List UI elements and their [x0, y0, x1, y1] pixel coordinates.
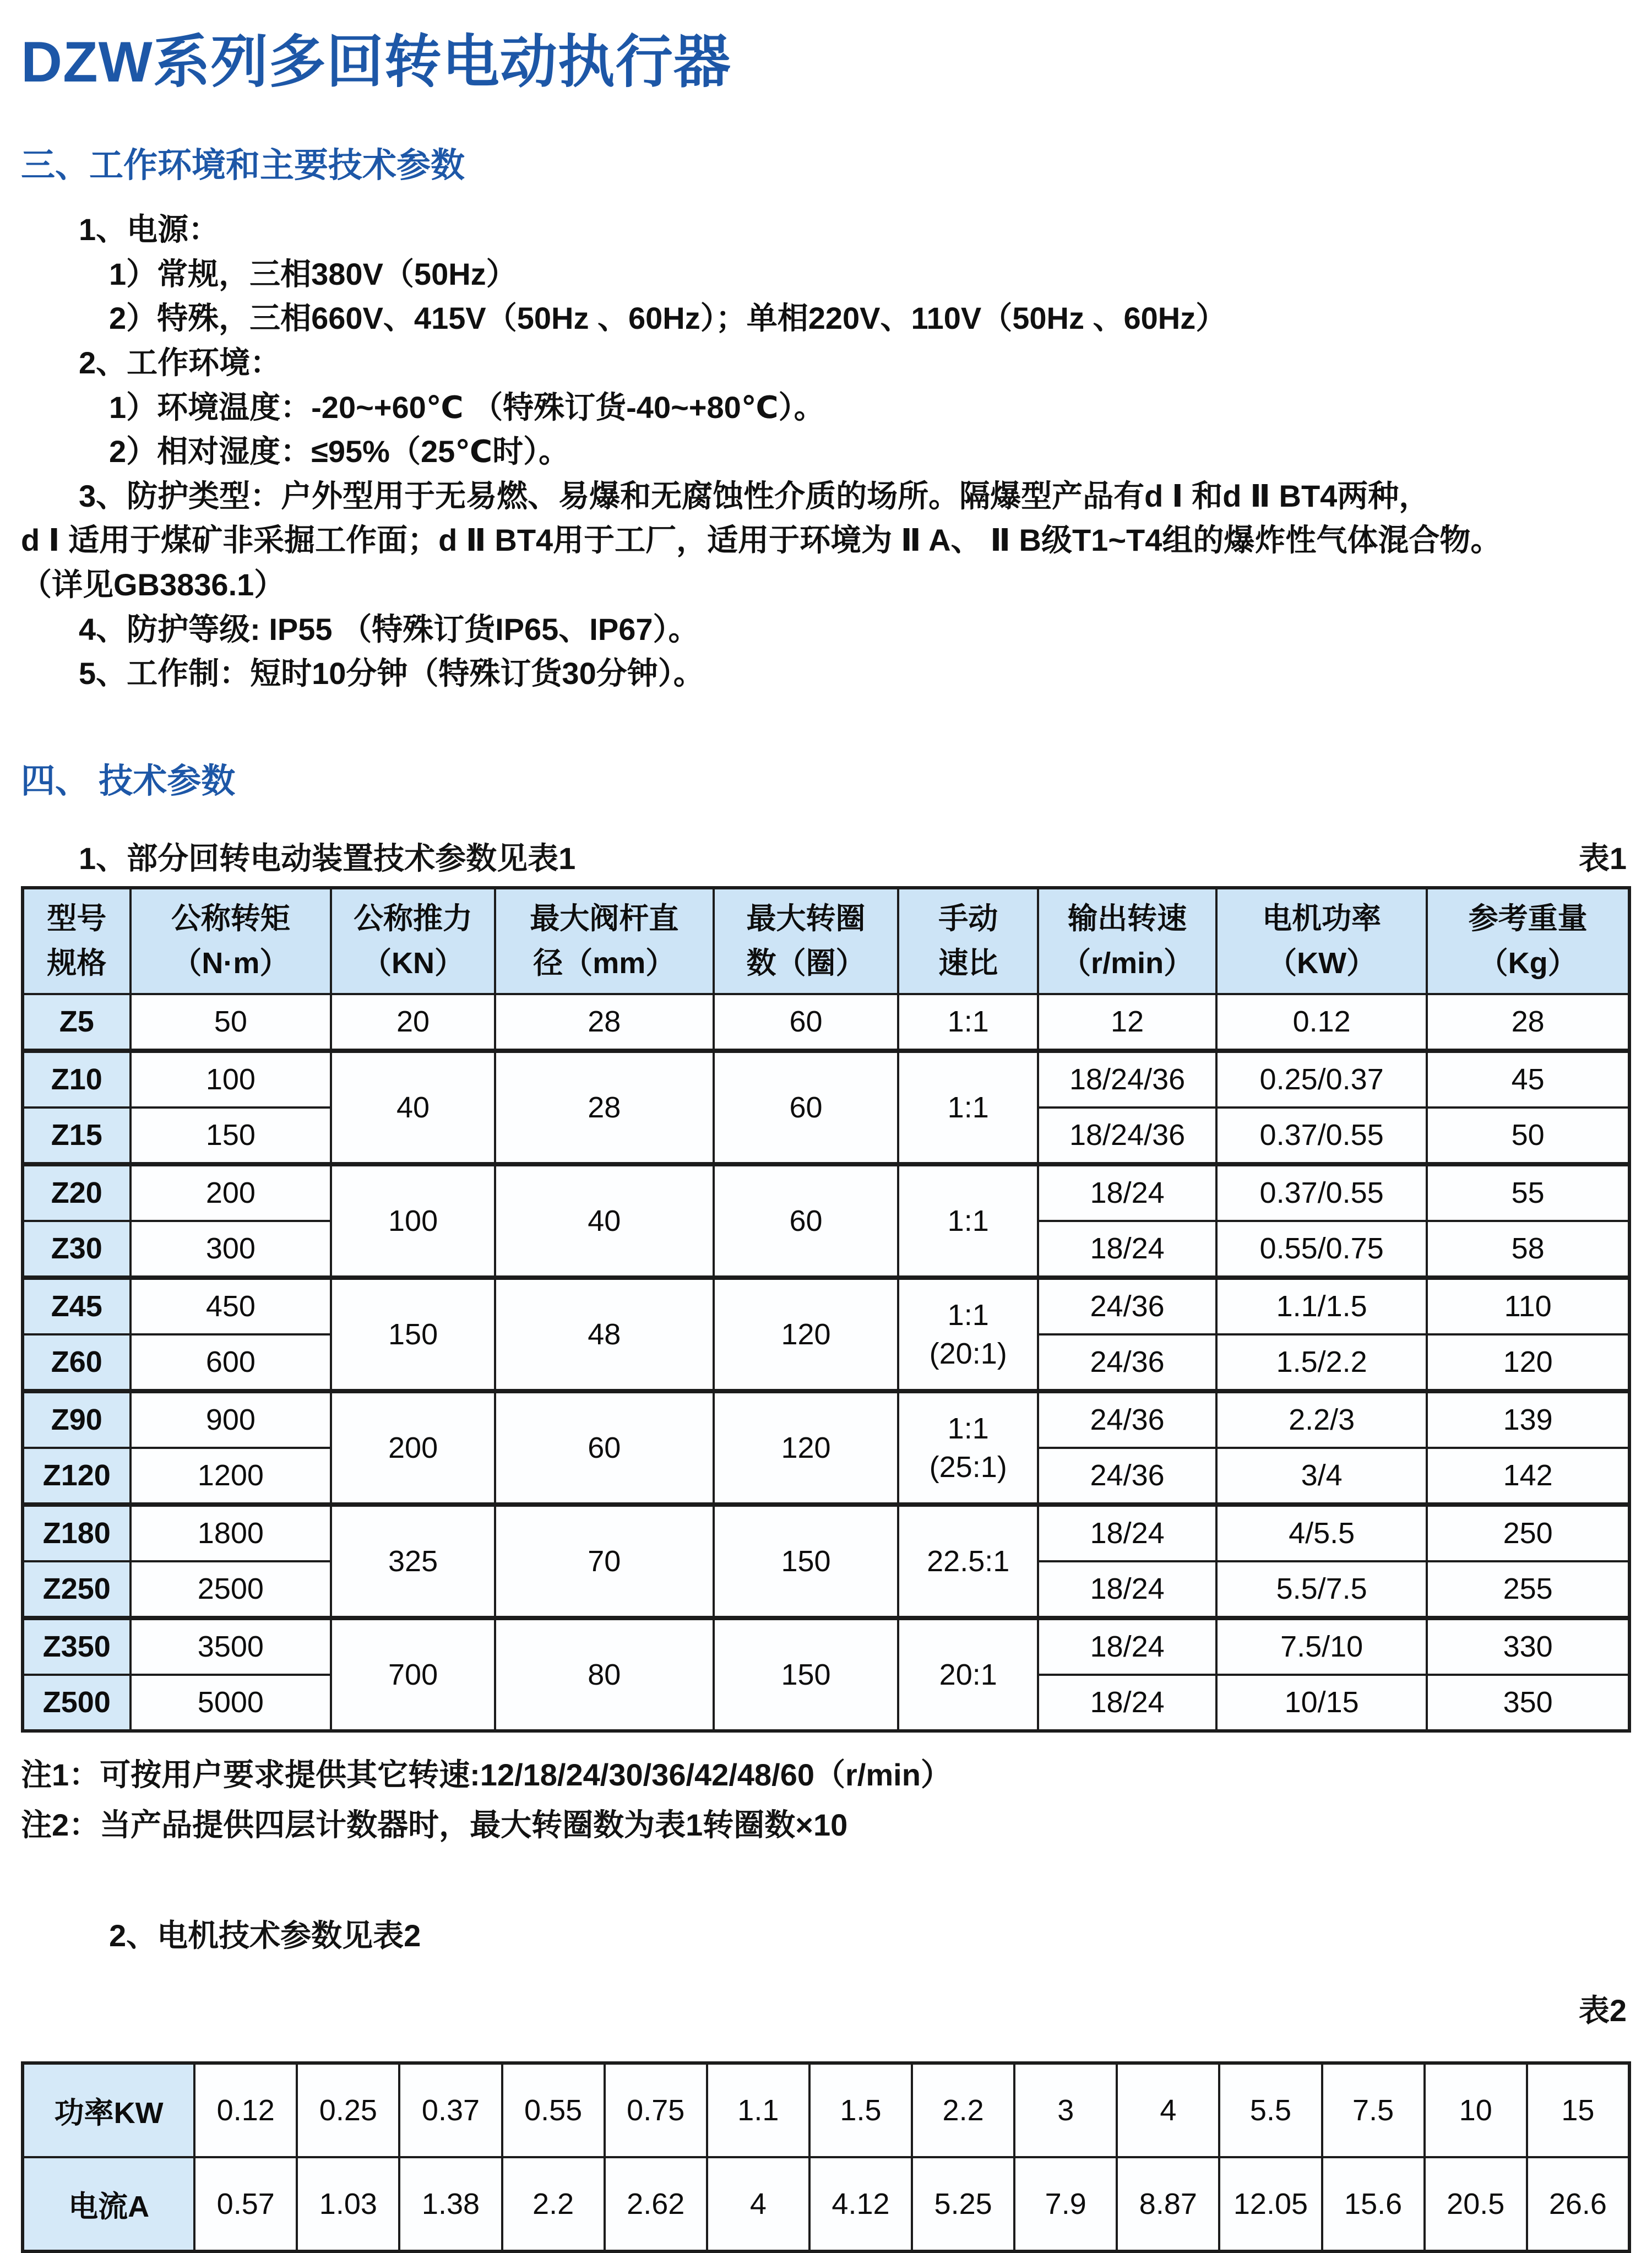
table1-data-cell: 24/36 — [1038, 1334, 1216, 1391]
table2-data-cell: 1.03 — [297, 2157, 399, 2251]
table1-data-cell: 5.5/7.5 — [1216, 1561, 1427, 1618]
text-line: （详见GB3836.1） — [21, 567, 285, 602]
table1-caption-row — [21, 834, 1631, 878]
table1-model-cell: Z15 — [23, 1108, 131, 1164]
table1-data-cell: 50 — [131, 994, 332, 1051]
table2-data-cell: 5.5 — [1219, 2063, 1322, 2157]
table2-data-cell: 0.75 — [605, 2063, 707, 2157]
text-line: d Ⅰ 适用于煤矿非采掘工作面；d Ⅱ BT4用于工厂，适用于环境为 Ⅱ A、 Ⅱ B级T1~T4组的爆炸性气体混合物。 — [21, 523, 1502, 558]
table1-data-cell: 28 — [495, 994, 714, 1051]
table1-model-cell: Z10 — [23, 1051, 131, 1108]
table1-data-cell: 24/36 — [1038, 1391, 1216, 1448]
table1-data-cell: 18/24 — [1038, 1164, 1216, 1221]
table1-data-cell: 22.5:1 — [898, 1505, 1038, 1618]
table2-data-cell: 26.6 — [1527, 2157, 1629, 2251]
table1-data-cell: 0.12 — [1216, 994, 1427, 1051]
table1-data-cell: 28 — [1427, 994, 1629, 1051]
table1-notes — [21, 1750, 1631, 1850]
table1-row — [23, 1505, 1629, 1561]
table1-body — [23, 994, 1629, 1731]
table1-label: 表1 — [1578, 840, 1627, 876]
table1-data-cell: 450 — [131, 1278, 332, 1334]
table1-model-cell: Z350 — [23, 1618, 131, 1675]
table2-data-cell: 10 — [1425, 2063, 1527, 2157]
table1-row — [23, 1164, 1629, 1221]
table2-data-cell: 4 — [707, 2157, 809, 2251]
table1-data-cell: 1200 — [131, 1448, 332, 1505]
table1-data-cell: 48 — [495, 1278, 714, 1391]
table1-data-cell: 1.5/2.2 — [1216, 1334, 1427, 1391]
table2-data-cell: 8.87 — [1117, 2157, 1219, 2251]
table1-data-cell: 55 — [1427, 1164, 1629, 1221]
text-line: 5、工作制：短时10分钟（特殊订货30分钟）。 — [79, 656, 704, 691]
table1-row — [23, 1391, 1629, 1448]
table1-data-cell: 139 — [1427, 1391, 1629, 1448]
text-line: 4、防护等级: IP55 （特殊订货IP65、IP67）。 — [79, 611, 699, 647]
table1-data-cell: 900 — [131, 1391, 332, 1448]
table1-data-cell: 1:1 — [898, 1051, 1038, 1164]
table1-data-cell: 50 — [1427, 1108, 1629, 1164]
table1-data-cell: 1:1 (25:1) — [898, 1391, 1038, 1505]
table1-data-cell: 40 — [495, 1164, 714, 1278]
page-title: DZW系列多回转电动执行器 — [21, 30, 731, 94]
table1-data-cell: 200 — [131, 1164, 332, 1221]
table1-data-cell: 0.37/0.55 — [1216, 1108, 1427, 1164]
table1-data-cell: 18/24 — [1038, 1561, 1216, 1618]
table1-data-cell: 100 — [131, 1051, 332, 1108]
table1-header-cell: 参考重量 （Kg） — [1427, 888, 1629, 994]
table1-data-cell: 110 — [1427, 1278, 1629, 1334]
section4-heading: 四、 技术参数 — [21, 762, 236, 800]
table1-model-cell: Z90 — [23, 1391, 131, 1448]
table2-data-cell: 0.25 — [297, 2063, 399, 2157]
text-line: 1）常规，三相380V（50Hz） — [109, 256, 517, 291]
text-line: 1、电源： — [79, 212, 220, 247]
table1-data-cell: 100 — [331, 1164, 495, 1278]
table2-body — [23, 2063, 1629, 2251]
table2-row — [23, 2157, 1629, 2251]
table2-data-cell: 2.2 — [502, 2157, 605, 2251]
table1-data-cell: 18/24/36 — [1038, 1108, 1216, 1164]
table1-model-cell: Z45 — [23, 1278, 131, 1334]
table1-data-cell: 1:1 — [898, 994, 1038, 1051]
table1-header-cell: 公称推力 （KN） — [331, 888, 495, 994]
table1-data-cell: 60 — [714, 994, 899, 1051]
table1-data-cell: 2500 — [131, 1561, 332, 1618]
table1-data-cell: 7.5/10 — [1216, 1618, 1427, 1675]
table1-model-cell: Z120 — [23, 1448, 131, 1505]
table1-data-cell: 1:1 — [898, 1164, 1038, 1278]
table1-data-cell: 18/24 — [1038, 1675, 1216, 1731]
table1-data-cell: 150 — [714, 1618, 899, 1731]
table2 — [21, 2061, 1631, 2253]
section3-heading: 三、工作环境和主要技术参数 — [21, 146, 465, 184]
table2-data-cell: 12.05 — [1219, 2157, 1322, 2251]
table1-data-cell: 58 — [1427, 1221, 1629, 1278]
table2-row — [23, 2063, 1629, 2157]
table1-caption: 1、部分回转电动装置技术参数见表1 — [79, 840, 576, 876]
table1-data-cell: 330 — [1427, 1618, 1629, 1675]
table1-header-row — [23, 888, 1629, 994]
table1-data-cell: 28 — [495, 1051, 714, 1164]
table1-data-cell: 4/5.5 — [1216, 1505, 1427, 1561]
table1-data-cell: 200 — [331, 1391, 495, 1505]
table1-data-cell: 2.2/3 — [1216, 1391, 1427, 1448]
section3-body — [21, 208, 1631, 696]
table2-data-cell: 1.1 — [707, 2063, 809, 2157]
table1-data-cell: 120 — [1427, 1334, 1629, 1391]
text-line: 2）特殊，三相660V、415V（50Hz 、60Hz）；单相220V、110V（50Hz 、60Hz） — [109, 301, 1227, 336]
table1-header-cell: 手动 速比 — [898, 888, 1038, 994]
table1-model-cell: Z500 — [23, 1675, 131, 1731]
table1-model-cell: Z30 — [23, 1221, 131, 1278]
table2-data-cell: 0.12 — [194, 2063, 297, 2157]
table1-data-cell: 24/36 — [1038, 1448, 1216, 1505]
table1-data-cell: 300 — [131, 1221, 332, 1278]
table1-data-cell: 142 — [1427, 1448, 1629, 1505]
table2-data-cell: 15.6 — [1322, 2157, 1425, 2251]
table1-data-cell: 20 — [331, 994, 495, 1051]
note-line: 注2：当产品提供四层计数器时，最大转圈数为表1转圈数×10 — [21, 1807, 848, 1842]
table2-data-cell: 1.5 — [809, 2063, 912, 2157]
text-line: 1）环境温度：-20~+60℃ （特殊订货-40~+80℃）。 — [109, 389, 825, 425]
table1-data-cell: 150 — [331, 1278, 495, 1391]
table1-data-cell: 250 — [1427, 1505, 1629, 1561]
table1-data-cell: 350 — [1427, 1675, 1629, 1731]
table1-row — [23, 994, 1629, 1051]
table1-model-cell: Z60 — [23, 1334, 131, 1391]
table1 — [21, 886, 1631, 1733]
table1-header-cell: 输出转速 （r/min） — [1038, 888, 1216, 994]
table2-data-cell: 1.38 — [399, 2157, 502, 2251]
table2-data-cell: 7.9 — [1014, 2157, 1117, 2251]
table1-data-cell: 1:1 (20:1) — [898, 1278, 1038, 1391]
table2-data-cell: 15 — [1527, 2063, 1629, 2157]
table1-data-cell: 12 — [1038, 994, 1216, 1051]
table1-data-cell: 18/24 — [1038, 1221, 1216, 1278]
text-line: 2、工作环境： — [79, 345, 281, 380]
table1-row — [23, 1051, 1629, 1108]
table1-model-cell: Z5 — [23, 994, 131, 1051]
table1-data-cell: 20:1 — [898, 1618, 1038, 1731]
table1-data-cell: 24/36 — [1038, 1278, 1216, 1334]
table1-header-cell: 电机功率 （KW） — [1216, 888, 1427, 994]
table1-data-cell: 60 — [495, 1391, 714, 1505]
table1-header-cell: 最大阀杆直 径（mm） — [495, 888, 714, 994]
table2-data-cell: 0.37 — [399, 2063, 502, 2157]
table1-model-cell: Z180 — [23, 1505, 131, 1561]
text-line: 3、防护类型：户外型用于无易燃、易爆和无腐蚀性介质的场所。隔爆型产品有d Ⅰ 和d Ⅱ BT4两种， — [79, 478, 1430, 513]
table1-data-cell: 3/4 — [1216, 1448, 1427, 1505]
table1-data-cell: 18/24 — [1038, 1618, 1216, 1675]
table1-data-cell: 40 — [331, 1051, 495, 1164]
table2-data-cell: 0.57 — [194, 2157, 297, 2251]
table1-data-cell: 60 — [714, 1164, 899, 1278]
table1-data-cell: 5000 — [131, 1675, 332, 1731]
table1-header-cell: 型号 规格 — [23, 888, 131, 994]
table1-data-cell: 80 — [495, 1618, 714, 1731]
table1-data-cell: 600 — [131, 1334, 332, 1391]
table1-header-cell: 最大转圈 数（圈） — [714, 888, 899, 994]
table2-data-cell: 20.5 — [1425, 2157, 1527, 2251]
table1-data-cell: 120 — [714, 1278, 899, 1391]
table1-data-cell: 150 — [131, 1108, 332, 1164]
text-line: 2）相对湿度：≤95%（25℃时）。 — [109, 434, 570, 469]
table2-data-cell: 2.2 — [912, 2063, 1014, 2157]
table1-data-cell: 3500 — [131, 1618, 332, 1675]
table1-data-cell: 0.55/0.75 — [1216, 1221, 1427, 1278]
table1-data-cell: 1800 — [131, 1505, 332, 1561]
note-line: 注1：可按用户要求提供其它转速:12/18/24/30/36/42/48/60（r/min） — [21, 1757, 952, 1792]
table2-data-cell: 3 — [1014, 2063, 1117, 2157]
table2-data-cell: 4.12 — [809, 2157, 912, 2251]
table2-data-cell: 4 — [1117, 2063, 1219, 2157]
table2-caption: 2、电机技术参数见表2 — [109, 1918, 421, 1953]
table2-data-cell: 2.62 — [605, 2157, 707, 2251]
table2-data-cell: 7.5 — [1322, 2063, 1425, 2157]
table1-data-cell: 0.37/0.55 — [1216, 1164, 1427, 1221]
table1-data-cell: 60 — [714, 1051, 899, 1164]
table1-data-cell: 45 — [1427, 1051, 1629, 1108]
table2-row-header: 功率KW — [23, 2063, 194, 2157]
table2-data-cell: 0.55 — [502, 2063, 605, 2157]
table1-header-cell: 公称转矩 （N·m） — [131, 888, 332, 994]
table1-data-cell: 700 — [331, 1618, 495, 1731]
table1-data-cell: 150 — [714, 1505, 899, 1618]
table1-data-cell: 255 — [1427, 1561, 1629, 1618]
table1-data-cell: 70 — [495, 1505, 714, 1618]
table1-model-cell: Z250 — [23, 1561, 131, 1618]
table1-data-cell: 325 — [331, 1505, 495, 1618]
table2-data-cell: 5.25 — [912, 2157, 1014, 2251]
table1-data-cell: 0.25/0.37 — [1216, 1051, 1427, 1108]
table1-data-cell: 18/24/36 — [1038, 1051, 1216, 1108]
table1-model-cell: Z20 — [23, 1164, 131, 1221]
table1-data-cell: 1.1/1.5 — [1216, 1278, 1427, 1334]
table1-row — [23, 1618, 1629, 1675]
table2-label: 表2 — [1578, 1993, 1627, 2028]
table1-data-cell: 10/15 — [1216, 1675, 1427, 1731]
table1-row — [23, 1278, 1629, 1334]
table1-data-cell: 18/24 — [1038, 1505, 1216, 1561]
table1-data-cell: 120 — [714, 1391, 899, 1505]
table2-row-header: 电流A — [23, 2157, 194, 2251]
